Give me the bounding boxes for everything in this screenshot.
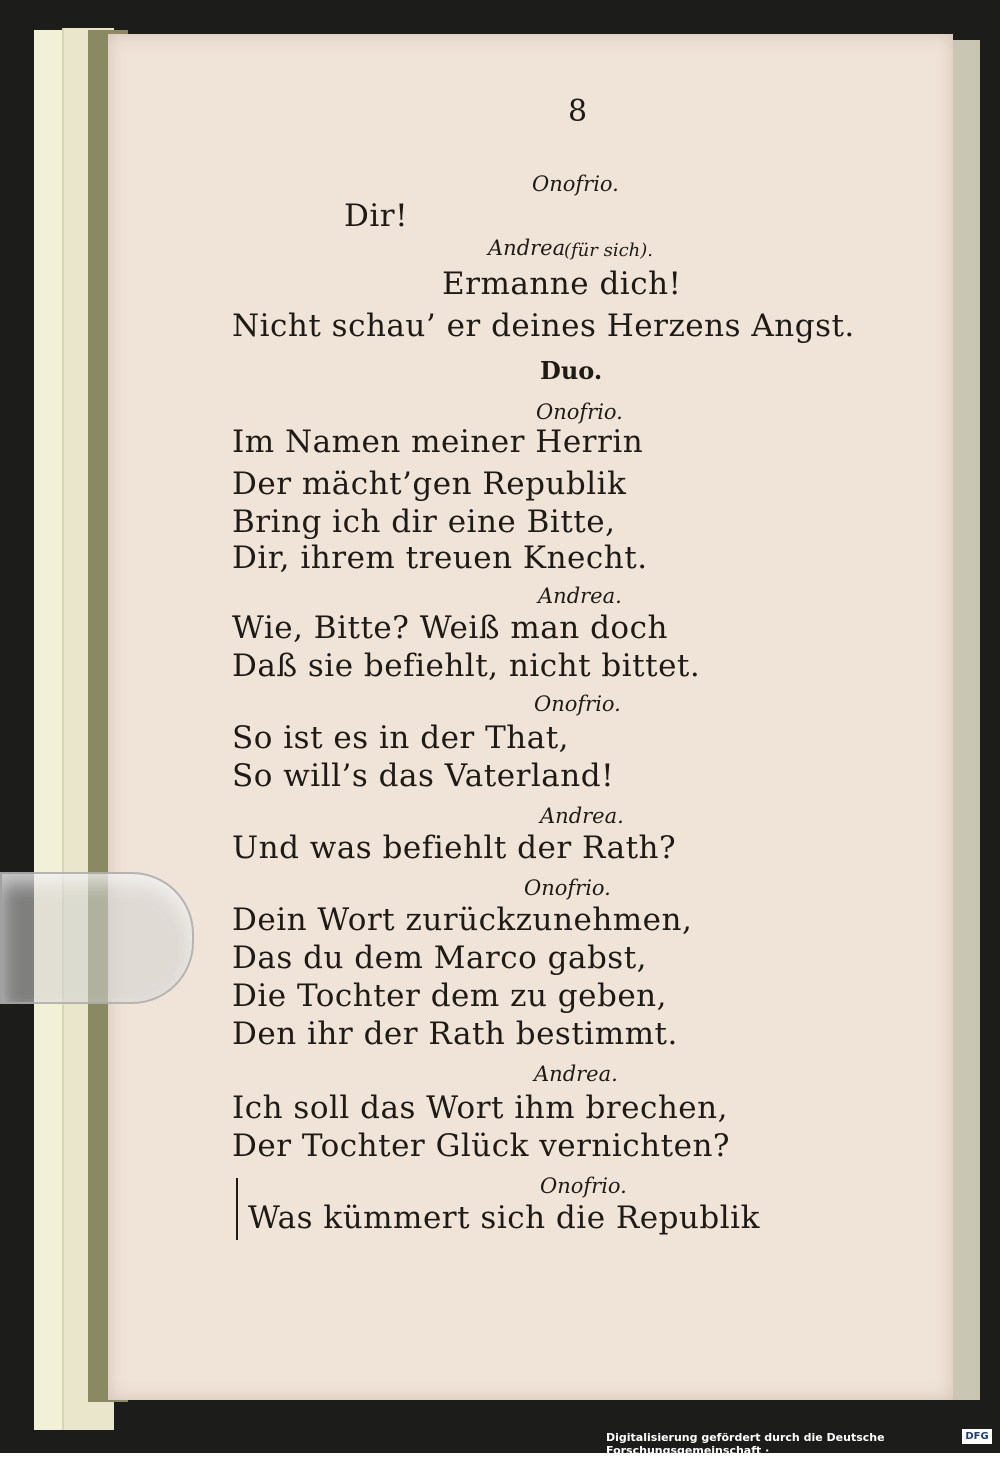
verse-line: Ich soll das Wort ihm brechen,: [232, 1090, 728, 1126]
speaker-onofrio: Onofrio.: [532, 172, 619, 196]
verse-line: Ermanne dich!: [442, 266, 682, 302]
footer-credit: Digitalisierung gefördert durch die Deutsche Forschungsgemeinschaft ·: [606, 1431, 885, 1457]
verse-line: Die Tochter dem zu geben,: [232, 978, 667, 1014]
speaker-onofrio: Onofrio.: [534, 692, 621, 716]
duet-brace: [236, 1178, 246, 1240]
speaker-andrea: Andrea: [488, 236, 566, 260]
verse-line: So ist es in der That,: [232, 720, 570, 756]
verse-line: Bring ich dir eine Bitte,: [232, 504, 616, 540]
speaker-andrea: Andrea.: [534, 1062, 618, 1086]
section-heading: Duo.: [540, 356, 603, 385]
glass-page-weight: [0, 872, 194, 1004]
page-number: 8: [568, 94, 588, 129]
speaker-onofrio: Onofrio.: [536, 400, 623, 424]
verse-line: Im Namen meiner Herrin: [232, 424, 644, 460]
verse-line: Und was befiehlt der Rath?: [232, 830, 677, 866]
verse-line: So will’s das Vaterland!: [232, 758, 615, 794]
verse-line: Dein Wort zurückzunehmen,: [232, 902, 693, 938]
verse-line: Dir!: [344, 198, 409, 234]
speaker-onofrio: Onofrio.: [524, 876, 611, 900]
speaker-andrea: Andrea.: [538, 584, 622, 608]
verse-line: Wie, Bitte? Weiß man doch: [232, 610, 668, 646]
verse-line: Daß sie befiehlt, nicht bittet.: [232, 648, 701, 684]
speaker-onofrio: Onofrio.: [540, 1174, 627, 1198]
verse-line: Nicht schau’ er deines Herzens Angst.: [232, 308, 855, 344]
verse-line: Das du dem Marco gabst,: [232, 940, 648, 976]
verse-line: Der mächt’gen Republik: [232, 466, 627, 502]
dfg-logo: DFG: [962, 1429, 992, 1444]
speaker-andrea: Andrea.: [540, 804, 624, 828]
verse-line: Dir, ihrem treuen Knecht.: [232, 540, 648, 576]
verse-line: Der Tochter Glück vernichten?: [232, 1128, 731, 1164]
stage-direction: (für sich).: [564, 240, 654, 261]
verse-line: Was kümmert sich die Republik: [248, 1200, 760, 1236]
verse-line: Den ihr der Rath bestimmt.: [232, 1016, 678, 1052]
